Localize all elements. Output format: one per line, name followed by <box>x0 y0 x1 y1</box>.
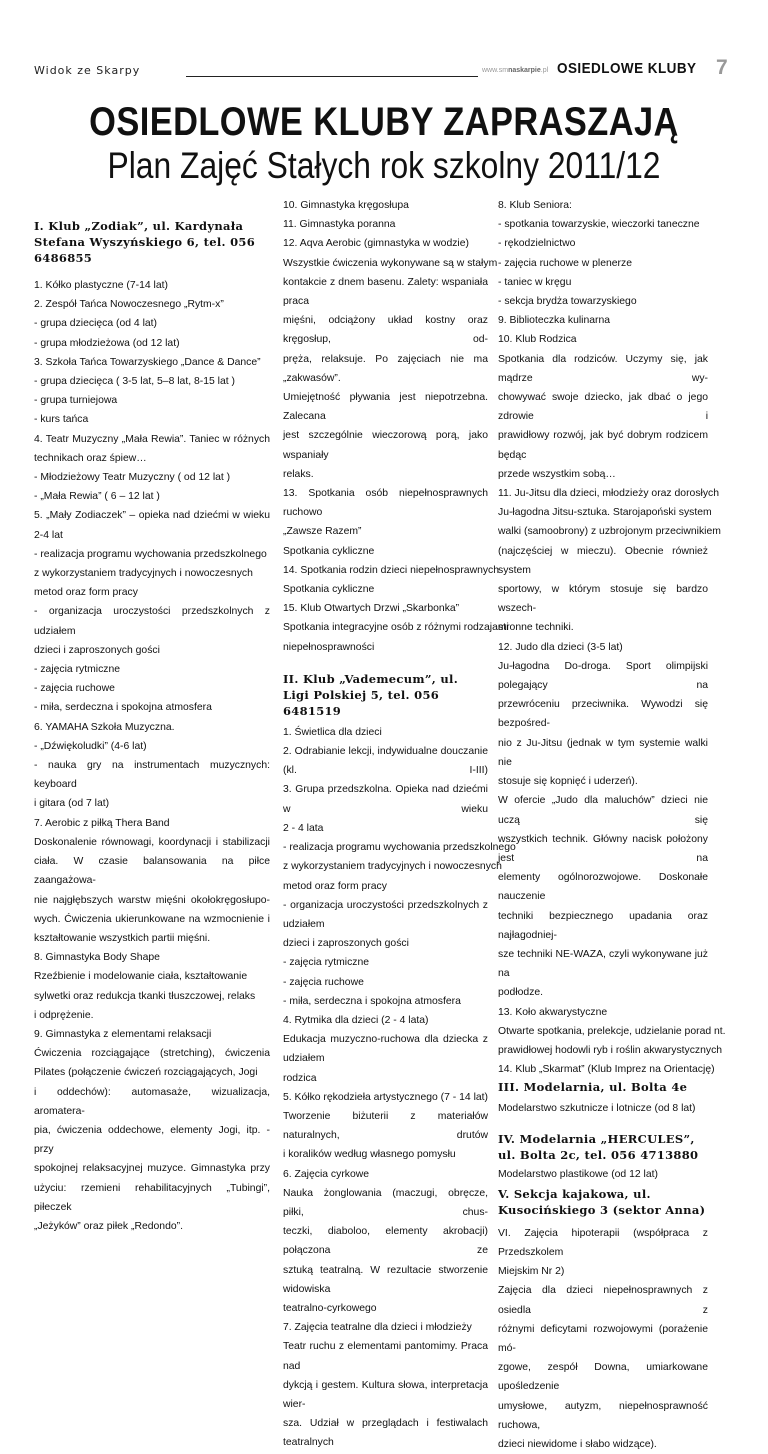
text-line: VI. Zajęcia hipoterapii (współpraca z Przedszkolem <box>498 1227 708 1258</box>
text-line: - nauka gry na instrumentach muzycznych: keyboard <box>34 760 270 791</box>
text-line: - spotkania towarzyskie, wieczorki taneczne <box>498 219 700 231</box>
club-heading: IV. Modelarnia „HERCULES”, ul. Bolta 2c, tel. 056 4713880 <box>498 1131 699 1162</box>
club-heading-wrapper <box>498 1119 708 1165</box>
text-line: 1. Świetlica dla dzieci <box>283 726 382 738</box>
text-line: Pilates (połączenie ćwiczeń rozciągających, Jogi <box>34 1067 258 1079</box>
text-line: Spotkania dla rodziców. Uczymy się, jak mądrze wy- <box>498 353 708 384</box>
text-line: - rękodzielnictwo <box>498 238 576 250</box>
text-line: 2 - 4 lata <box>283 822 324 834</box>
text-line: Nauka żonglowania (maczugi, obręcze, piłki, chus- <box>283 1187 488 1218</box>
text-line: Rzeźbienie i modelowanie ciała, kształtowanie <box>34 971 248 983</box>
text-line: - grupa dziecięca ( 3-5 lat, 5–8 lat, 8-15 lat ) <box>34 376 235 388</box>
text-line: Spotkania cykliczne <box>283 584 375 596</box>
text-line: „Zawsze Razem” <box>283 526 362 538</box>
text-line: 2. Zespół Tańca Nowoczesnego „Rytm-x” <box>34 299 224 311</box>
text-line: - miła, serdeczna i spokojna atmosfera <box>34 702 212 714</box>
text-line: „Jeżyków” oraz piłek „Redondo”. <box>34 1220 183 1232</box>
text-line: zgowe, zespół Downa, umiarkowane upośledzenie <box>498 1362 708 1393</box>
text-line: 14. Spotkania rodzin dzieci niepełnosprawnych <box>283 564 500 576</box>
club-heading-wrapper <box>498 1184 708 1224</box>
text-line: i gitara (od 7 lat) <box>34 798 110 810</box>
text-line: 13. Koło akwarystyczne <box>498 1006 608 1018</box>
text-line: Modelarstwo plastikowe (od 12 lat) <box>498 1168 658 1180</box>
text-line: - zajęcia ruchowe <box>34 683 115 695</box>
text-line: przewróceniu przeciwnika. Wywodzi się bezpośred- <box>498 699 708 730</box>
text-line: z wykorzystaniem tradycyjnych i nowoczesnych <box>34 568 253 580</box>
text-line: sylwetki oraz redukcja tkanki tłuszczowej, relaks <box>34 990 256 1002</box>
text-line: - „Mała Rewia” ( 6 – 12 lat ) <box>34 491 160 503</box>
text-line: Teatr ruchu z elementami pantomimy. Praca nad <box>283 1341 488 1372</box>
text-line: Spotkania integracyjne osób z różnymi rodzajami <box>283 622 509 634</box>
text-line: użyciu: rzemieni rehabilitacyjnych „Tubingi”, piłeczek <box>34 1182 270 1213</box>
text-line: dzieci i zaproszonych gości <box>34 644 160 656</box>
text-line: Tworzenie biżuterii z materiałów naturalnych, drutów <box>283 1110 488 1142</box>
text-line: 6. Zajęcia cyrkowe <box>283 1168 370 1180</box>
text-line: stosuje się kopnięć i uderzeń). <box>498 776 638 788</box>
text-line: 6. YAMAHA Szkoła Muzyczna. <box>34 721 175 733</box>
page-number: 7 <box>716 56 728 79</box>
text-line: chowywać swoje dziecko, jak dbać o jego zdrowie i <box>498 392 708 423</box>
page-subtitle: Plan Zajęć Stałych rok szkolny 2011/12 <box>107 145 661 186</box>
text-line: wszystkich technik. Główny nacisk położony jest na <box>498 833 708 864</box>
website-url[interactable] <box>482 67 548 74</box>
text-line: Ju-łagodna Jitsu-sztuka. Starojapoński system <box>498 507 712 519</box>
text-line: - grupa turniejowa <box>34 395 118 407</box>
text-line: - realizacja programu wychowania przedszkolnego <box>283 842 516 854</box>
text-line: 3. Szkoła Tańca Towarzyskiego „Dance & Dance” <box>34 356 261 368</box>
text-line: 9. Gimnastyka z elementami relaksacji <box>34 1028 212 1040</box>
text-line: - organizacja uroczystości przedszkolnych z udziałem <box>283 899 488 930</box>
club-heading: V. Sekcja kajakowa, ul. Kusocińskiego 3 (sektor Anna) <box>498 1186 706 1217</box>
text-line: Wszystkie ćwiczenia wykonywane są w stałym <box>283 257 498 269</box>
text-line: - zajęcia rytmiczne <box>283 957 370 969</box>
text-line: 12. Aqva Aerobic (gimnastyka w wodzie) <box>283 238 469 250</box>
text-line: - miła, serdeczna i spokojna atmosfera <box>283 995 461 1007</box>
text-line: 10. Klub Rodzica <box>498 334 577 346</box>
text-line: 11. Gimnastyka poranna <box>283 219 396 231</box>
text-line: dzieci i zaproszonych gości <box>283 938 409 950</box>
club-heading-wrapper <box>283 657 488 723</box>
text-line: Modelarstwo szkutnicze i lotnicze (od 8 lat) <box>498 1103 696 1115</box>
text-line: 14. Klub „Skarmat” (Klub Imprez na Orientację) <box>498 1064 715 1076</box>
text-line: - zajęcia ruchowe <box>283 976 364 988</box>
text-line: 7. Zajęcia teatralne dla dzieci i młodzieży <box>283 1322 472 1334</box>
text-line: 13. Spotkania osób niepełnosprawnych ruchowo <box>283 488 488 519</box>
text-line: 10. Gimnastyka kręgosłupa <box>283 200 409 211</box>
text-line: - Młodzieżowy Teatr Muzyczny ( od 12 lat ) <box>34 472 231 484</box>
publication-name: Widok ze Skarpy <box>34 64 141 77</box>
text-line: kontakcie z dnem basenu. Zalety: wspaniała praca <box>283 276 488 308</box>
text-line: kształtowanie wszystkich partii mięśni. <box>34 932 211 944</box>
text-line: walki (samoobrony) z uzbrojonym przeciwnikiem <box>498 526 721 538</box>
club-heading: I. Klub „Zodiak”, ul. Kardynała Stefana Wyszyńskiego 6, tel. 056 6486855 <box>34 219 256 265</box>
text-line: sza. Udział w przeglądach i festiwalach teatralnych <box>283 1418 488 1449</box>
text-line: Zajęcia dla dzieci niepełnosprawnych z osiedla z <box>498 1285 708 1316</box>
text-line: - zajęcia ruchowe w plenerze <box>498 257 632 269</box>
text-line: Umiejętność pływania jest niepotrzebna. Zalecana <box>283 392 488 423</box>
text-line: Edukacja muzyczno-ruchowa dla dziecka z udziałem <box>283 1034 488 1065</box>
text-line: Ćwiczenia rozciągające (stretching), ćwiczenia <box>34 1048 270 1060</box>
text-line: - grupa dziecięca (od 4 lat) <box>34 318 158 330</box>
text-line: rodzica <box>283 1072 317 1084</box>
text-line: prawidłowej hodowli ryb i roślin akwarystycznych <box>498 1044 723 1056</box>
text-line: 2-4 lat <box>34 529 63 541</box>
text-line: 12. Judo dla dzieci (3-5 lat) <box>498 641 623 653</box>
text-line: pręża, relaksuje. Po zajęciach nie ma „zakwasów”. <box>283 353 488 384</box>
club-heading: II. Klub „Vademecum”, ul. Ligi Polskiej 5, tel. 056 6481519 <box>283 671 459 718</box>
column-3 <box>498 196 726 1454</box>
text-line: niepełnosprawności <box>283 641 375 653</box>
text-line: spokojnej relaksacyjnej muzyce. Gimnastyka przy <box>34 1163 270 1175</box>
text-line: 7. Aerobic z piłką Thera Band <box>34 817 170 829</box>
text-line: 9. Biblioteczka kulinarna <box>498 315 611 327</box>
text-line: 8. Gimnastyka Body Shape <box>34 952 160 964</box>
text-line: - realizacja programu wychowania przedszkolnego <box>34 548 267 560</box>
text-line: różnymi deficytami rozwojowymi (porażenie mó- <box>498 1323 708 1354</box>
text-line: 3. Grupa przedszkolna. Opieka nad dziećmi w wieku <box>283 784 488 815</box>
text-line: Miejskim Nr 2) <box>498 1266 565 1278</box>
text-line: jest szczególnie wieczorową porą, jako wspaniały <box>283 430 488 461</box>
column-2 <box>283 196 516 1453</box>
text-line: nio z Ju-Jitsu (jednak w tym systemie walki nie <box>498 737 708 768</box>
text-line: mięśni, odciążony układ kostny oraz kręgosłup, od- <box>283 315 488 346</box>
text-line: pia, ćwiczenia oddechowe, elementy Jogi, itp. - przy <box>34 1124 270 1156</box>
text-line: podłodze. <box>498 987 544 999</box>
text-line: sztuką teatralną. W rezultacie stworzenie widowiska <box>283 1264 488 1295</box>
text-line: W ofercie „Judo dla maluchów” dzieci nie uczą się <box>498 795 708 826</box>
text-line: - organizacja uroczystości przedszkolnych z udziałem <box>34 606 270 637</box>
text-line: i oddechów): automasaże, wizualizacja, aromatera- <box>34 1086 270 1117</box>
text-line: 1. Kółko plastyczne (7-14 lat) <box>34 280 168 291</box>
text-line: 4. Rytmika dla dzieci (2 - 4 lata) <box>283 1014 429 1026</box>
text-line: technikach oraz śpiew… <box>34 452 147 464</box>
text-line: - grupa młodzieżowa (od 12 lat) <box>34 337 180 349</box>
url-suffix: .pl <box>540 67 549 74</box>
url-bold: naskarpie <box>508 67 541 74</box>
text-line: Doskonalenie równowagi, koordynacji i stabilizacji <box>34 836 270 848</box>
text-line: - kurs tańca <box>34 414 89 426</box>
text-line: Otwarte spotkania, prelekcje, udzielanie porad nt. <box>498 1025 726 1037</box>
text-line: stronne techniki. <box>498 622 574 634</box>
text-line: z wykorzystaniem tradycyjnych i nowoczesnych <box>283 861 502 873</box>
text-line: 5. Kółko rękodzieła artystycznego (7 - 14 lat) <box>283 1091 489 1103</box>
text-line: i odprężenie. <box>34 1009 94 1021</box>
text-line: wych. Ćwiczenia ukierunkowane na wzmocnienie i <box>34 913 270 925</box>
text-line: Spotkania cykliczne <box>283 545 375 557</box>
text-line: - sekcja brydża towarzyskiego <box>498 296 637 308</box>
text-line: 2. Odrabianie lekcji, indywidualne douczanie (kl. I-III) <box>283 746 488 777</box>
text-line: (najczęściej w mieczu). Obecnie również system <box>498 545 708 576</box>
section-title: OSIEDLOWE KLUBY <box>557 60 697 77</box>
header-rule <box>186 76 478 77</box>
text-line: teczki, diaboloo, elementy akrobacji) połączona ze <box>283 1226 488 1257</box>
text-line: dykcją i gestem. Kultura słowa, interpretacja wier- <box>283 1379 488 1410</box>
text-line: i koralików według własnego pomysłu <box>283 1149 456 1161</box>
column-1 <box>34 196 270 1236</box>
text-line: 5. „Mały Zodiaczek” – opieka nad dziećmi w wieku <box>34 510 270 522</box>
text-line: metod oraz form pracy <box>283 880 387 892</box>
text-line: Ju-łagodna Do-droga. Sport olimpijski polegający na <box>498 660 708 692</box>
text-line: nie najgłębszych warstw mięśni okołokręgosłupo- <box>34 894 270 906</box>
text-line: sze techniki NE-WAZA, czyli wykonywane już na <box>498 948 708 980</box>
text-line: 8. Klub Seniora: <box>498 200 572 211</box>
club-heading-wrapper <box>34 196 270 276</box>
text-line: teatralno-cyrkowego <box>283 1302 377 1314</box>
text-line: metod oraz form pracy <box>34 587 138 599</box>
text-line: przede wszystkim sobą… <box>498 468 616 480</box>
club-heading-wrapper <box>498 1079 708 1099</box>
text-line: prawidłowy rozwój, jak być dobrym rodzicem będąc <box>498 430 708 461</box>
club-heading: III. Modelarnia, ul. Bolta 4e <box>498 1080 688 1095</box>
text-line: relaks. <box>283 468 314 480</box>
text-line: sportowy, w którym stosuje się bardzo wszech- <box>498 584 708 615</box>
text-line: 4. Teatr Muzyczny „Mała Rewia”. Taniec w różnych <box>34 433 270 445</box>
text-line: umysłowe, autyzm, niepełnosprawność ruchowa, <box>498 1400 708 1431</box>
text-line: 11. Ju-Jitsu dla dzieci, młodzieży oraz dorosłych <box>498 488 719 500</box>
text-line: ciała. W czasie balansowania na piłce zaangażowa- <box>34 856 270 887</box>
page-title: OSIEDLOWE KLUBY ZAPRASZAJĄ <box>89 100 679 144</box>
text-line: elementy ogólnorozwojowe. Doskonałe nauczenie <box>498 872 708 903</box>
text-line: dzieci niewidome i słabo widzące). <box>498 1438 657 1450</box>
text-line: - „Dźwiękoludki” (4-6 lat) <box>34 740 147 752</box>
url-prefix: www.sm <box>482 67 509 74</box>
text-line: - zajęcia rytmiczne <box>34 664 121 676</box>
text-line: 15. Klub Otwartych Drzwi „Skarbonka” <box>283 603 460 615</box>
text-line: - taniec w kręgu <box>498 276 572 288</box>
text-line: techniki bezpiecznego upadania oraz najłagodniej- <box>498 910 708 941</box>
